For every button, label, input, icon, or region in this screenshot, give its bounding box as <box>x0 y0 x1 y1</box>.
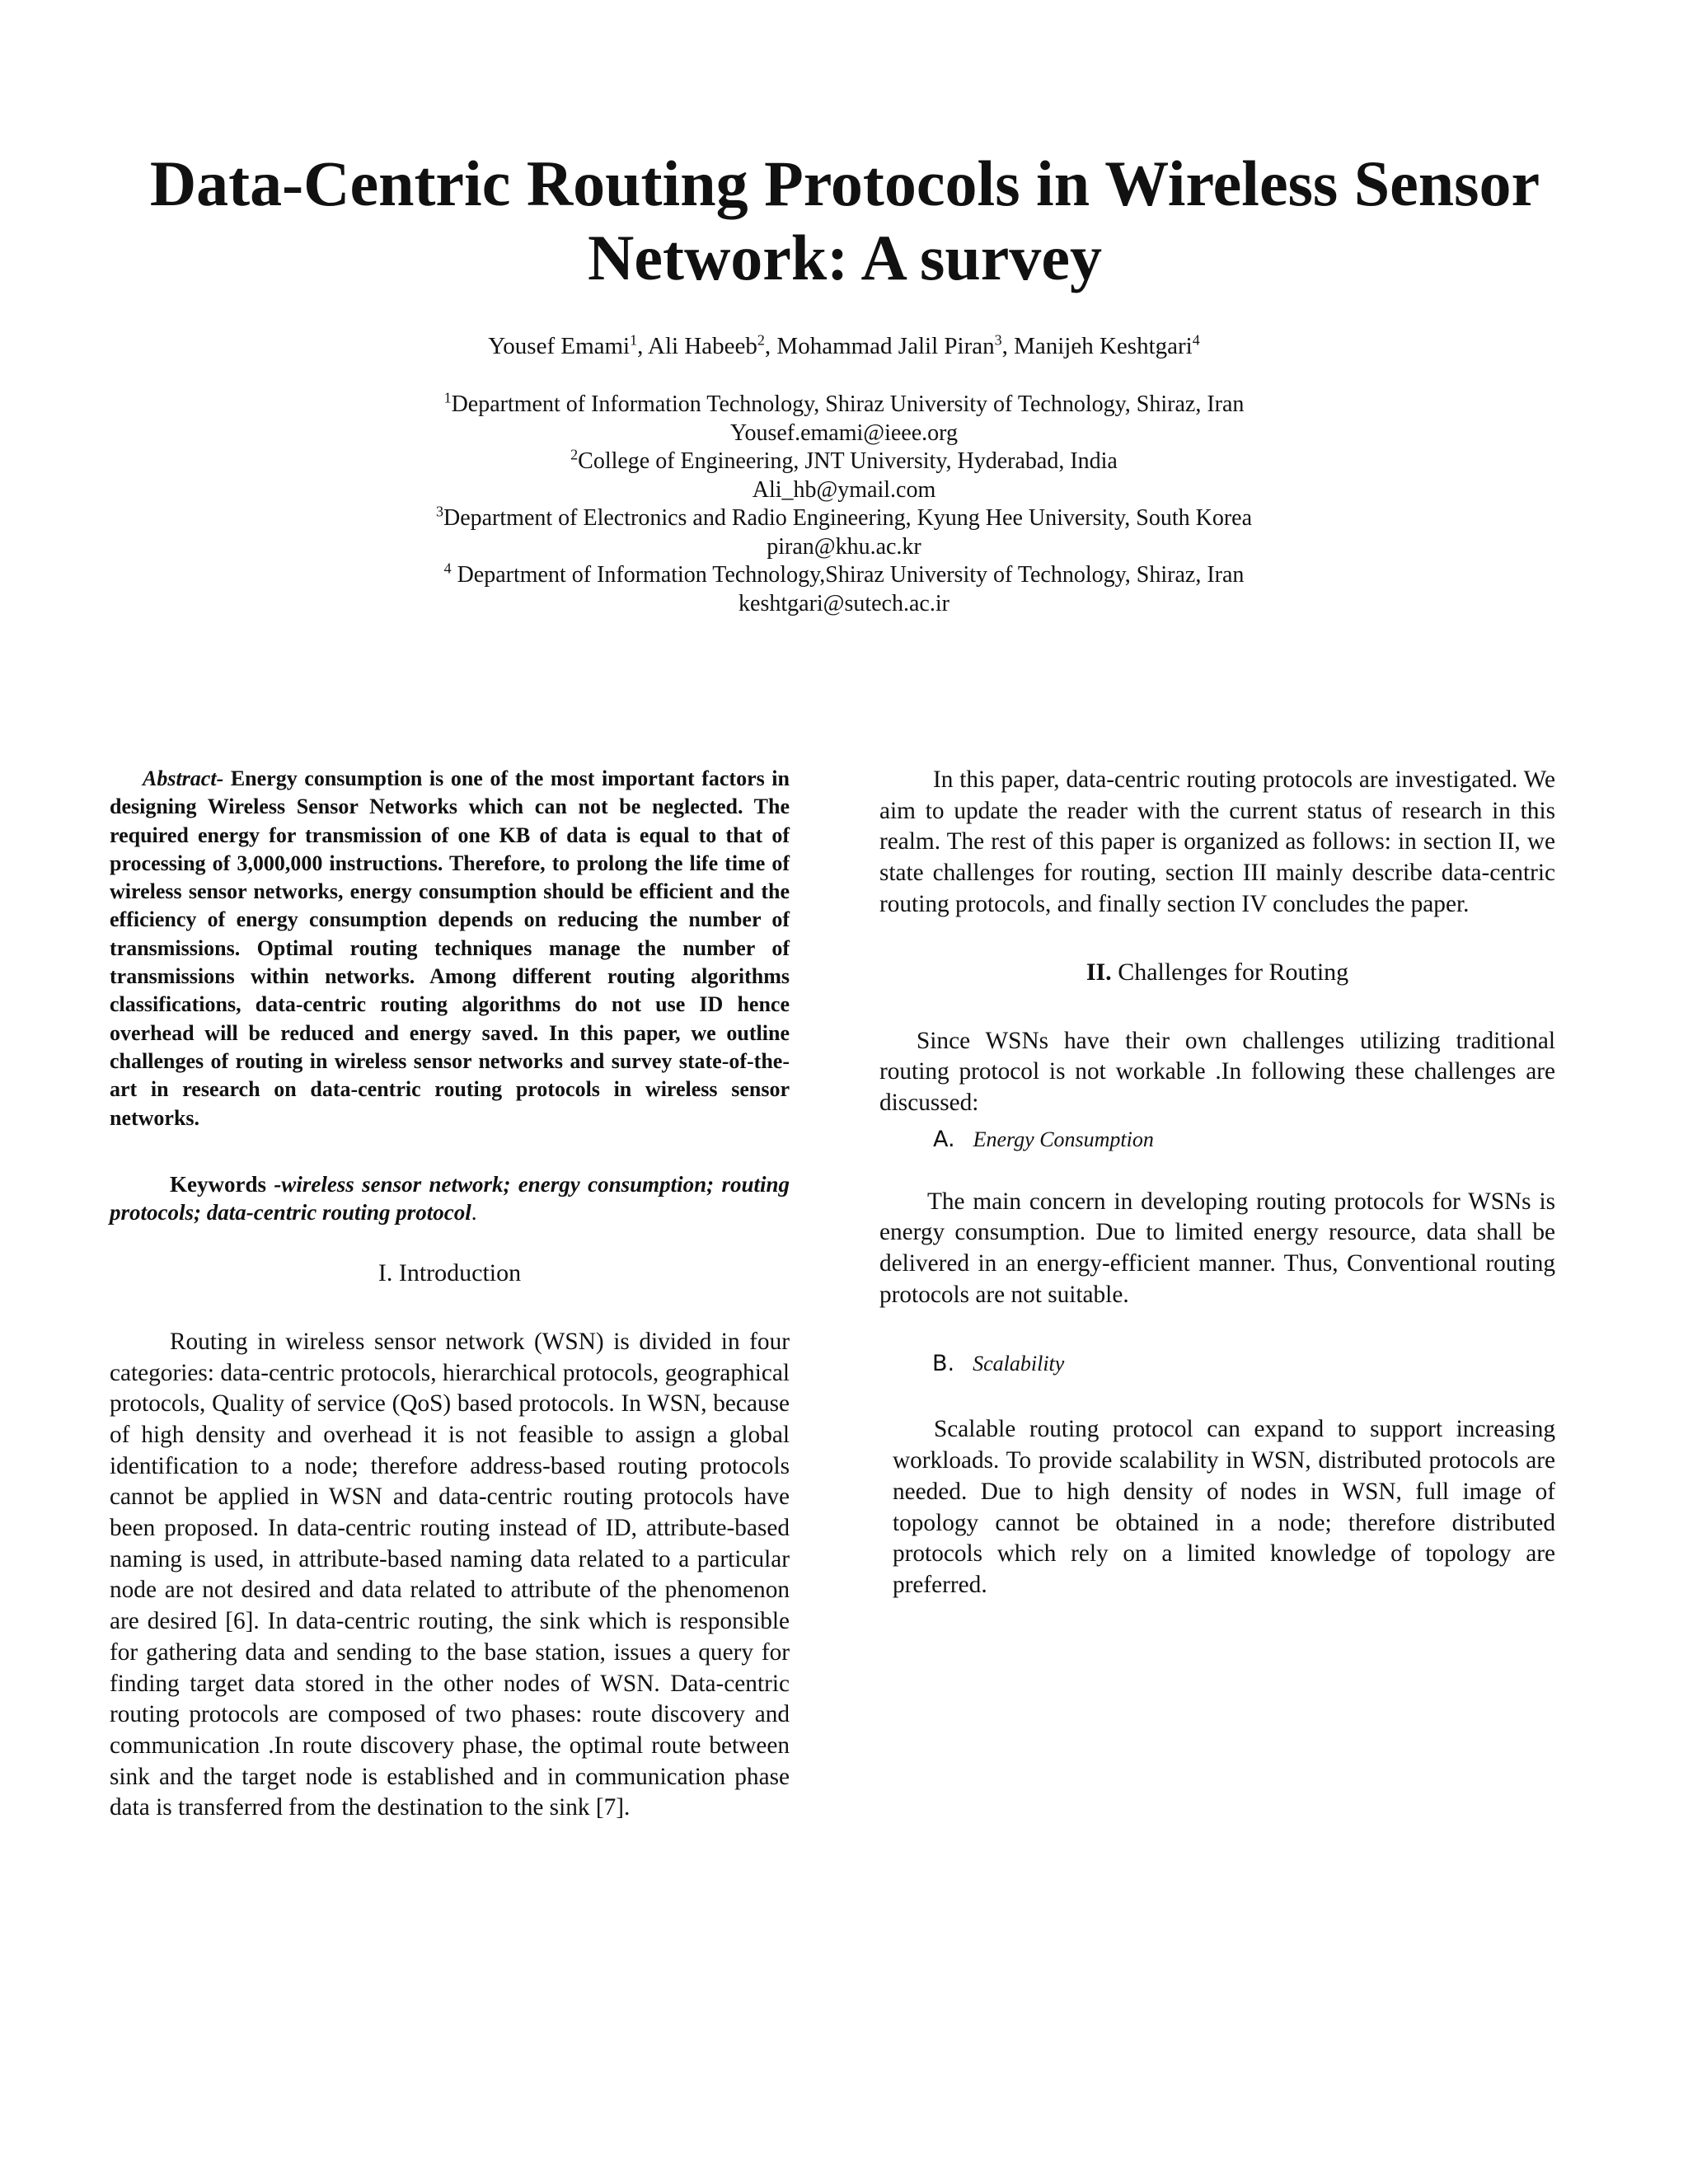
affiliation-dept: Department of Information Technology, Shiraz University of Technology, Shiraz, Iran <box>451 391 1245 417</box>
affiliation-line <box>0 391 1688 419</box>
abstract <box>110 765 790 1132</box>
subsection-title: Energy Consumption <box>973 1127 1154 1151</box>
author-name: Yousef Emami <box>488 333 631 359</box>
right-column <box>879 765 1555 1601</box>
paper-title: Data-Centric Routing Protocols in Wireless Sensor Network: A survey <box>149 148 1540 293</box>
author-affiliation-mark: 1 <box>630 331 638 349</box>
affiliation-mark: 2 <box>570 446 579 463</box>
intro-paragraph-1: Routing in wireless sensor network (WSN) is divided in four categories: data-centric protocols, hierarchical protocols, geographical protocols, Quality of service (QoS) based protocols. In WSN, because of high density and overhead it is not feasible to assign a global identification to a node; therefore address-based routing protocols cannot be applied in WSN and data-centric routing protocols have been proposed. In data-centric routing instead of ID, attribute-based naming is used, in attribute-based naming data related to a particular node are not desired and data related to attribute of the phenomenon are desired [6]. In data-centric routing, the sink which is responsible for gathering data and sending to the base station, issues a query for finding target data stored in the other nodes of WSN. Data-centric routing protocols are composed of two phases: route discovery and communication .In route discovery phase, the optimal route between sink and the target node is established and in communication phase data is transferred from the destination to the sink [7]. <box>110 1328 790 1821</box>
affiliation-dept: College of Engineering, JNT University, Hyderabad, India <box>578 448 1118 474</box>
subsection-title: Scalability <box>973 1352 1065 1376</box>
author-separator: , <box>637 333 649 359</box>
author-separator: , <box>1001 333 1015 359</box>
affiliation-line <box>0 504 1688 533</box>
affiliation-email: piran@khu.ac.kr <box>767 533 921 560</box>
keywords <box>110 1170 790 1226</box>
abstract-text: Energy consumption is one of the most important factors in designing Wireless Sensor Networks which can not be neglected. The required energy for transmission of one KB of data is equal to that of processing of 3,000,000 instructions. Therefore, to prolong the life time of wireless sensor networks, energy consumption should be efficient and the efficiency of energy consumption depends on reducing the number of transmissions. Optimal routing techniques manage the number of transmissions within networks. Among different routing algorithms classifications, data-centric routing algorithms do not use ID hence overhead will be reduced and energy saved. In this paper, we outline challenges of routing in wireless sensor networks and survey state-of-the-art in research on data-centric routing protocols in wireless sensor networks. <box>110 766 790 1130</box>
author-affiliation-mark: 4 <box>1192 331 1200 349</box>
author-affiliation-mark: 3 <box>994 331 1002 349</box>
section-title: Challenges for Routing <box>1111 958 1349 986</box>
subsection-heading-scalability <box>932 1350 1555 1378</box>
affiliation-email: Ali_hb@ymail.com <box>752 476 936 503</box>
challenges-intro: Since WSNs have their own challenges utilizing traditional routing protocol is not workable .In following these challenges are discussed: <box>879 1027 1555 1116</box>
energy-paragraph: The main concern in developing routing protocols for WSNs is energy consumption. Due to limited energy resource, data shall be delivered in an energy-efficient manner. Thus, Conventional routing protocols are not suitable. <box>879 1188 1555 1308</box>
section-heading-challenges <box>879 957 1555 988</box>
section-heading-introduction: I. Introduction <box>377 1258 522 1286</box>
affiliation-line <box>0 448 1688 476</box>
subsection-heading-energy <box>933 1126 1555 1154</box>
scalability-paragraph: Scalable routing protocol can expand to support increasing workloads. To provide scalability in WSN, distributed protocols are needed. Due to high density of nodes in WSN, full image of topology cannot be obtained in a node; therefore distributed protocols which rely on a limited knowledge of topology are preferred. <box>893 1416 1555 1598</box>
author-affiliation-mark: 2 <box>757 331 765 349</box>
abstract-label: Abstract- <box>143 766 224 790</box>
author-name: Manijeh Keshtgari <box>1014 333 1193 359</box>
keywords-text: -wireless sensor network; energy consumption; routing protocols; data-centric routing protocol <box>110 1171 790 1225</box>
affiliation-mark: 1 <box>443 389 452 406</box>
affiliation-line <box>0 561 1688 590</box>
left-column <box>110 765 790 1824</box>
keywords-end: . <box>471 1199 477 1225</box>
author-name: Ali Habeeb <box>648 333 757 359</box>
subsection-letter: B. <box>932 1351 955 1377</box>
author-name: Mohammad Jalil Piran <box>776 333 995 359</box>
author-list <box>0 330 1688 363</box>
affiliation-mark: 4 <box>443 560 452 577</box>
affiliation-email: keshtgari@sutech.ac.ir <box>738 590 950 616</box>
affiliation-dept: Department of Information Technology,Shiraz University of Technology, Shiraz, Iran <box>451 562 1245 588</box>
affiliation-list <box>0 391 1688 618</box>
keywords-label: Keywords <box>170 1171 266 1197</box>
subsection-letter: A. <box>933 1126 955 1152</box>
affiliation-dept: Department of Electronics and Radio Engineering, Kyung Hee University, South Korea <box>443 505 1253 531</box>
intro-paragraph-2: In this paper, data-centric routing protocols are investigated. We aim to update the reader with the current status of research in this realm. The rest of this paper is organized as follows: in section II, we state challenges for routing, section III mainly describe data-centric routing protocols, and finally section IV concludes the paper. <box>879 766 1555 917</box>
affiliation-mark: 3 <box>435 503 443 520</box>
affiliation-email: Yousef.emami@ieee.org <box>730 419 958 446</box>
section-number: II. <box>1085 958 1112 986</box>
author-separator: , <box>764 333 777 359</box>
